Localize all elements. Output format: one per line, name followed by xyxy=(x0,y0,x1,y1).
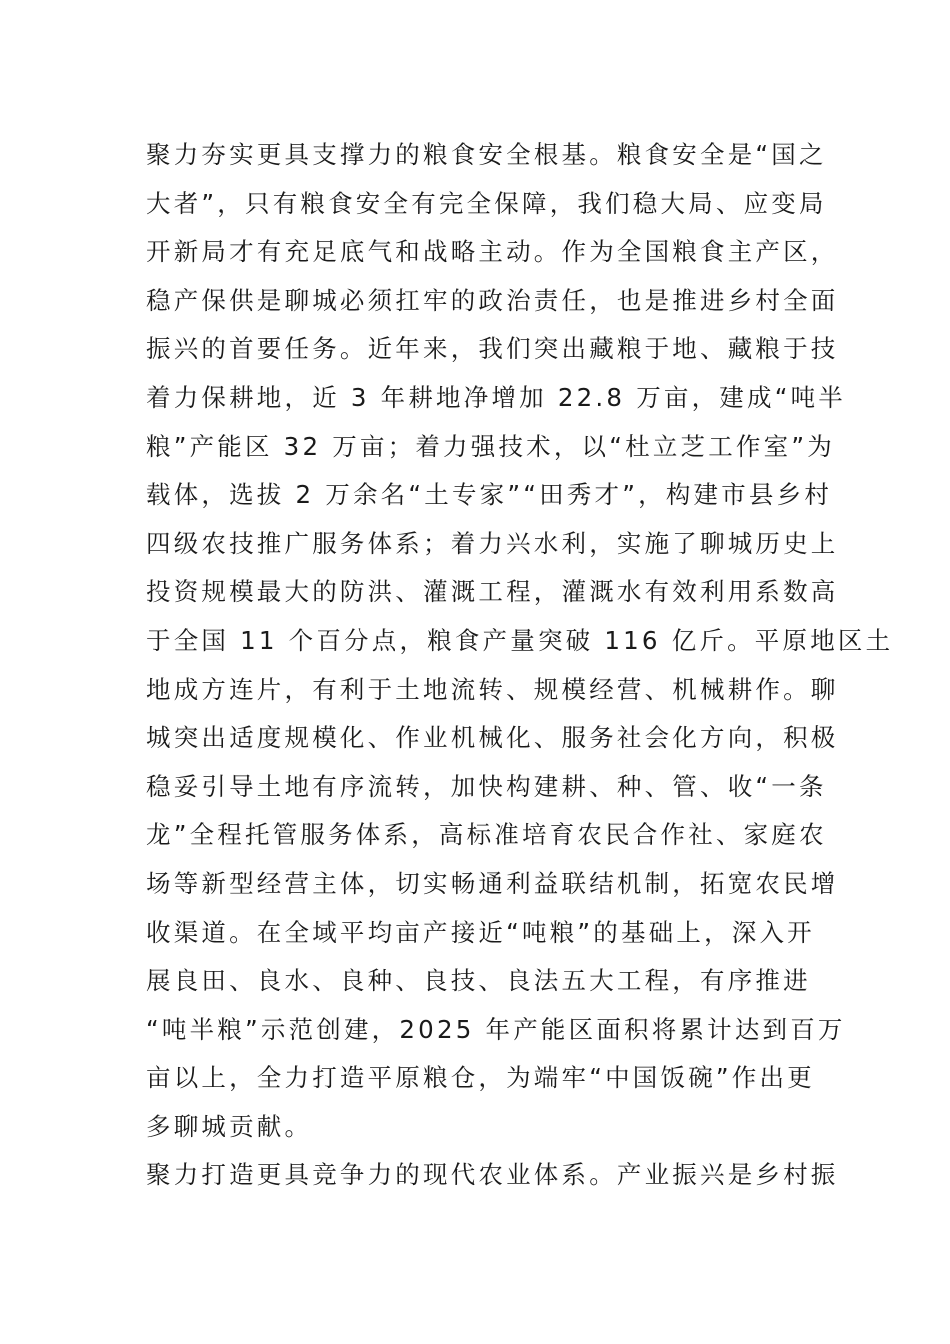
text-line: 龙”全程托管服务体系，高标准培育农民合作社、家庭农 xyxy=(146,820,827,850)
text-line: 振兴的首要任务。近年来，我们突出藏粮于地、藏粮于技 xyxy=(146,334,839,364)
text-line: 稳妥引导土地有序流转，加快构建耕、种、管、收“一条 xyxy=(146,771,827,801)
text-line: 大者”，只有粮食安全有完全保障，我们稳大局、应变局 xyxy=(146,188,827,218)
text-line: 着力保耕地，近 3 年耕地净增加 22.8 万亩，建成“吨半 xyxy=(146,382,846,412)
text-line: 开新局才有充足底气和战略主动。作为全国粮食主产区， xyxy=(146,237,839,267)
text-line: 展良田、良水、良种、良技、良法五大工程，有序推进 xyxy=(146,966,811,996)
text-line: 稳产保供是聊城必须扛牢的政治责任，也是推进乡村全面 xyxy=(146,285,839,315)
text-line: 粮”产能区 32 万亩；着力强技术，以“杜立芝工作室”为 xyxy=(146,431,835,461)
text-line: 聚力夯实更具支撑力的粮食安全根基。粮食安全是“国之 xyxy=(146,140,827,169)
document-body xyxy=(146,131,894,1200)
text-line: 城突出适度规模化、作业机械化、服务社会化方向，积极 xyxy=(146,723,839,753)
text-line: 收渠道。在全域平均亩产接近“吨粮”的基础上，深入开 xyxy=(146,917,815,947)
paragraph-grain-security xyxy=(146,131,894,1151)
text-line: 聚力打造更具竞争力的现代农业体系。产业振兴是乡村振 xyxy=(146,1160,839,1190)
text-line: 场等新型经营主体，切实畅通利益联结机制，拓宽农民增 xyxy=(146,868,839,898)
text-line: 多聊城贡献。 xyxy=(146,1111,313,1141)
text-line: 投资规模最大的防洪、灌溉工程，灌溉水有效利用系数高 xyxy=(146,577,839,607)
text-line: 四级农技推广服务体系；着力兴水利，实施了聊城历史上 xyxy=(146,528,839,558)
text-line: 亩以上，全力打造平原粮仓，为端牢“中国饭碗”作出更 xyxy=(146,1063,815,1093)
paragraph-modern-agriculture xyxy=(146,1151,839,1200)
text-line: “吨半粮”示范创建，2025 年产能区面积将累计达到百万 xyxy=(146,1014,846,1044)
text-line: 载体，选拔 2 万余名“土专家”“田秀才”，构建市县乡村 xyxy=(146,480,833,510)
text-line: 地成方连片，有利于土地流转、规模经营、机械耕作。聊 xyxy=(146,674,839,704)
text-line: 于全国 11 个百分点，粮食产量突破 116 亿斤。平原地区土 xyxy=(146,625,894,655)
